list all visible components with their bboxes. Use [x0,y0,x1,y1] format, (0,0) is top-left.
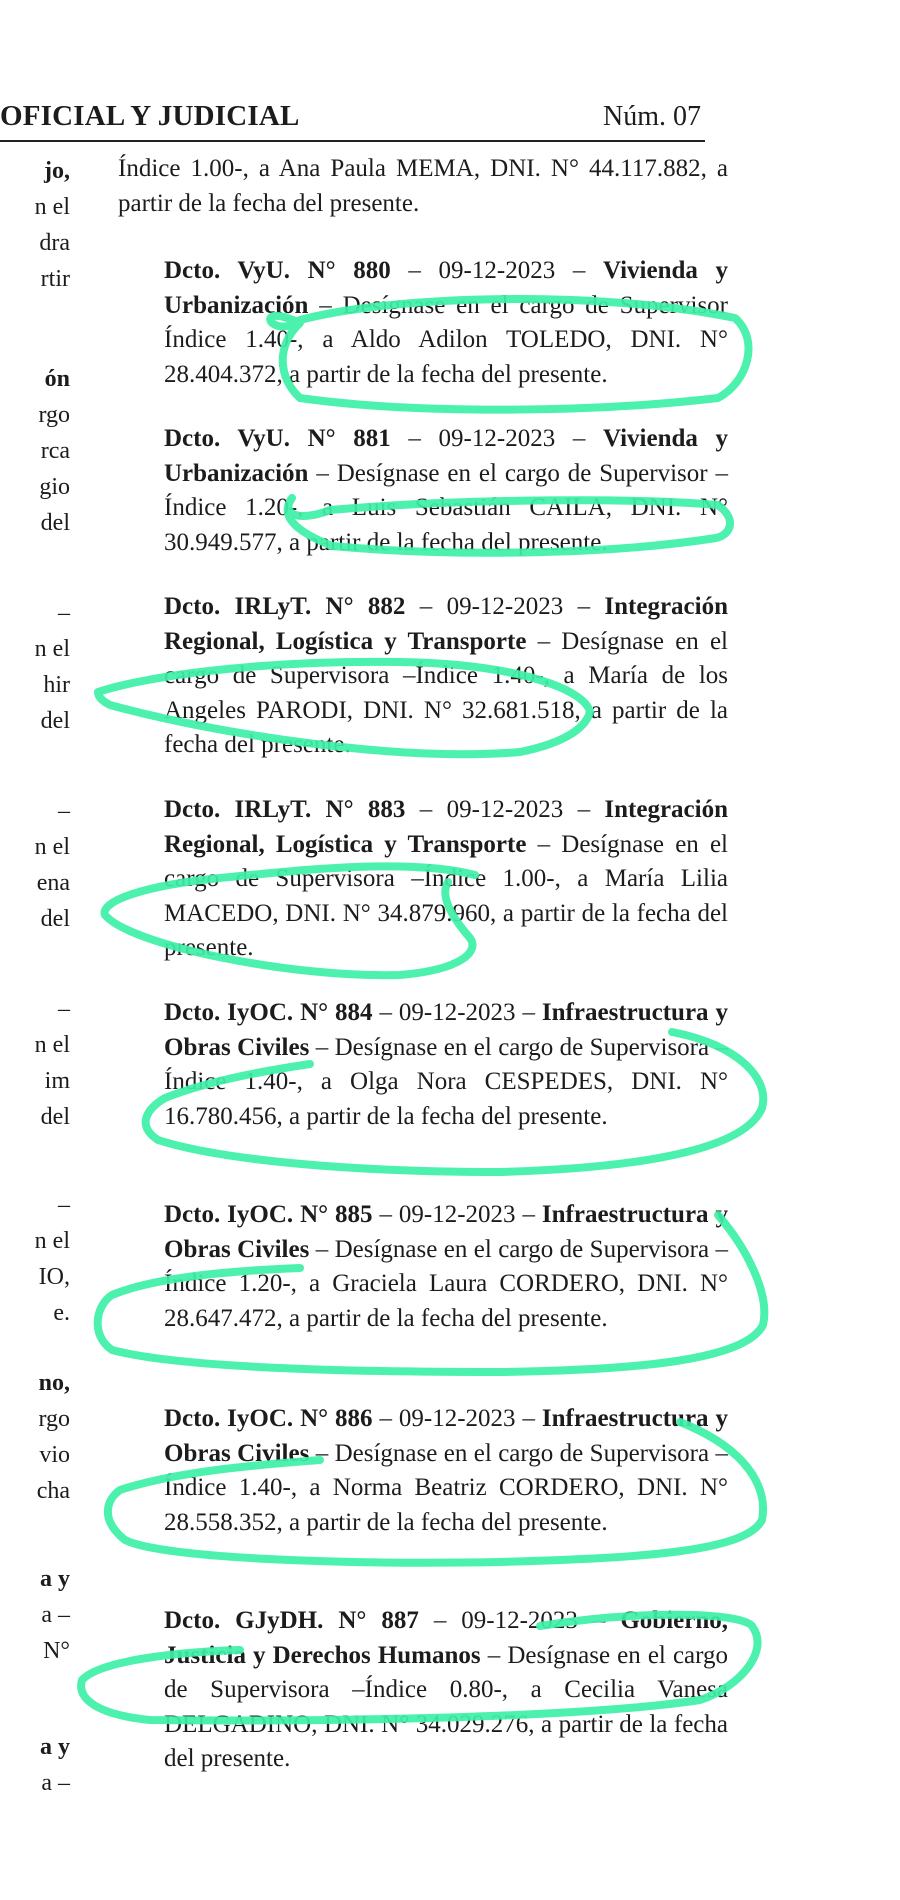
left-column-fragment: n el [34,1228,70,1254]
left-column-fragment: e. [53,1300,70,1326]
ministry-name: Vivienda y Urbanización [164,425,729,487]
left-column-fragment: ena [36,870,70,896]
decree-body: Desígnase en el cargo de Supervisor – Índice 1.20-, a Luis Sebastián CAILA, DNI. N° 30.949.577, a partir de la fecha del presente. [164,459,729,556]
decree-heading: Dcto. GJyDH. N° 887 [164,1607,419,1634]
left-column-fragment: n el [34,194,70,220]
decree-heading: Dcto. VyU. N° 880 [164,257,391,284]
left-column-fragment: rca [40,438,70,464]
decree-date: 09-12-2023 [446,796,564,823]
left-column-fragment: im [44,1068,70,1094]
left-column-fragment: – [58,798,70,824]
decree-date: 09-12-2023 [398,1201,516,1228]
left-column-fragment: del [40,510,70,536]
decree-date: 09-12-2023 [438,425,556,452]
decree-date: 09-12-2023 [398,999,516,1026]
left-column-fragment: cha [36,1478,70,1504]
left-column-fragment: ón [44,366,70,392]
left-column-fragment: rgo [38,1406,70,1432]
decree-body: Desígnase en el cargo de Supervisora –Índice 1.40-, a Olga Nora CESPEDES, DNI. N° 16.780.456, a partir de la fecha del presente. [164,1033,728,1130]
left-column-fragment: del [40,906,70,932]
left-column-fragment: – [58,1192,70,1218]
left-column-fragment: gio [39,474,70,500]
left-column-fragment: del [40,708,70,734]
decree-heading: Dcto. IRLyT. N° 883 [164,796,406,823]
left-column-fragment: n el [34,636,70,662]
decree-date: 09-12-2023 [398,1405,516,1432]
decree-entry-881: Dcto. VyU. N° 881 – 09-12-2023 – Vivienda y Urbanización – Desígnase en el cargo de Supervisor – Índice 1.20-, a Luis Sebastián CAILA, DNI. N° 30.949.577, a partir de la fecha del presente. [164,425,729,556]
left-column-fragment: dra [39,230,70,256]
ministry-name: Gobierno, Justicia y Derechos Humanos [164,1607,729,1669]
left-column-fragment: n el [34,1032,70,1058]
decree-body: Índice 1.00-, a Ana Paula MEMA, DNI. N° 44.117.882, a partir de la fecha del presente. [118,155,728,217]
left-column-fragment: a y [40,1566,70,1592]
decree-entry-intro [118,152,728,221]
decree-entry-882: Dcto. IRLyT. N° 882 – 09-12-2023 – Integración Regional, Logística y Transporte – Desígnase en el cargo de Supervisora –Índice 1.40-, a María de los Angeles PARODI, DNI. N° 32.681.518, a partir de la fecha del presente. [164,593,729,758]
left-column-fragment: rgo [38,402,70,428]
decree-body: Desígnase en el cargo de Supervisora –Índice 1.40-, a Norma Beatriz CORDERO, DNI. N° 28.558.352, a partir de la fecha del presente. [164,1439,728,1536]
ministry-name: Infraestructura y Obras Civiles [164,1201,728,1263]
decree-date: 09-12-2023 [446,593,564,620]
page-header [0,100,705,142]
ministry-name: Vivienda y Urbanización [164,257,729,319]
decree-entry-883: Dcto. IRLyT. N° 883 – 09-12-2023 – Integración Regional, Logística y Transporte – Desígnase en el cargo de Supervisora –Índice 1.00-, a María Lilia MACEDO, DNI. N° 34.879.960, a partir de la fecha del presente. [164,796,729,961]
gazette-title: OFICIAL Y JUDICIAL [0,100,300,132]
left-column-fragment: del [40,1104,70,1130]
decree-body: Desígnase en el cargo de Supervisora –Índice 1.20-, a Graciela Laura CORDERO, DNI. N° 28.647.472, a partir de la fecha del presente. [164,1235,728,1332]
decree-date: 09-12-2023 [461,1607,578,1634]
left-column-fragment: n el [34,834,70,860]
decree-entry-884: Dcto. IyOC. N° 884 – 09-12-2023 – Infraestructura y Obras Civiles – Desígnase en el cargo de Supervisora –Índice 1.40-, a Olga Nora CESPEDES, DNI. N° 16.780.456, a partir de la fecha del presente. [164,999,728,1130]
left-column-fragment: – [58,996,70,1022]
left-column-fragment: a – [41,1602,70,1628]
decree-body: Desígnase en el cargo de Supervisora –Índice 0.80-, a Cecilia Vanesa DELGADINO, DNI. N° 34.029.276, a partir de la fecha del presente. [164,1641,729,1772]
decree-entry-886: Dcto. IyOC. N° 886 – 09-12-2023 – Infraestructura y Obras Civiles – Desígnase en el cargo de Supervisora –Índice 1.40-, a Norma Beatriz CORDERO, DNI. N° 28.558.352, a partir de la fecha del presente. [164,1405,728,1536]
decree-body: Desígnase en el cargo de Supervisora –Índice 1.00-, a María Lilia MACEDO, DNI. N° 34.879.960, a partir de la fecha del presente. [164,830,729,961]
decree-entry-880: Dcto. VyU. N° 880 – 09-12-2023 – Vivienda y Urbanización – Desígnase en el cargo de Supervisor Índice 1.40-, a Aldo Adilon TOLEDO, DNI. N° 28.404.372, a partir de la fecha del presente. [164,257,729,388]
left-column-fragment: jo, [44,158,70,184]
issue-number: Núm. 07 [603,101,701,132]
decree-body: Desígnase en el cargo de Supervisor Índice 1.40-, a Aldo Adilon TOLEDO, DNI. N° 28.404.372, a partir de la fecha del presente. [164,291,729,388]
left-column-fragment: IO, [38,1264,70,1290]
left-column-fragment: vio [39,1442,70,1468]
decree-heading: Dcto. IRLyT. N° 882 [164,593,406,620]
left-column-fragment: N° [43,1638,70,1664]
left-column-fragment: – [58,600,70,626]
decree-date: 09-12-2023 [438,257,556,284]
decree-entry-887: Dcto. GJyDH. N° 887 – 09-12-2023 – Gobierno, Justicia y Derechos Humanos – Desígnase en el cargo de Supervisora –Índice 0.80-, a Cecilia Vanesa DELGADINO, DNI. N° 34.029.276, a partir de la fecha del presente. [164,1607,729,1772]
ministry-name: Infraestructura y Obras Civiles [164,1405,728,1467]
decree-heading: Dcto. IyOC. N° 885 [164,1201,373,1228]
decree-heading: Dcto. VyU. N° 881 [164,425,391,452]
ministry-name: Integración Regional, Logística y Transporte [164,796,728,858]
left-column-fragment: no, [38,1370,70,1396]
left-column-fragment: a y [40,1734,70,1760]
left-column-fragment: hir [43,672,70,698]
decree-heading: Dcto. IyOC. N° 884 [164,999,373,1026]
left-column-fragment: rtir [40,266,70,292]
decree-heading: Dcto. IyOC. N° 886 [164,1405,373,1432]
ministry-name: Infraestructura y Obras Civiles [164,999,728,1061]
left-column-fragment: a – [41,1770,70,1796]
ministry-name: Integración Regional, Logística y Transporte [164,593,728,655]
decree-body: Desígnase en el cargo de Supervisora –Índice 1.40-, a María de los Angeles PARODI, DNI. N° 32.681.518, a partir de la fecha del presente. [164,627,729,758]
decree-entry-885: Dcto. IyOC. N° 885 – 09-12-2023 – Infraestructura y Obras Civiles – Desígnase en el cargo de Supervisora –Índice 1.20-, a Graciela Laura CORDERO, DNI. N° 28.647.472, a partir de la fecha del presente. [164,1201,728,1332]
